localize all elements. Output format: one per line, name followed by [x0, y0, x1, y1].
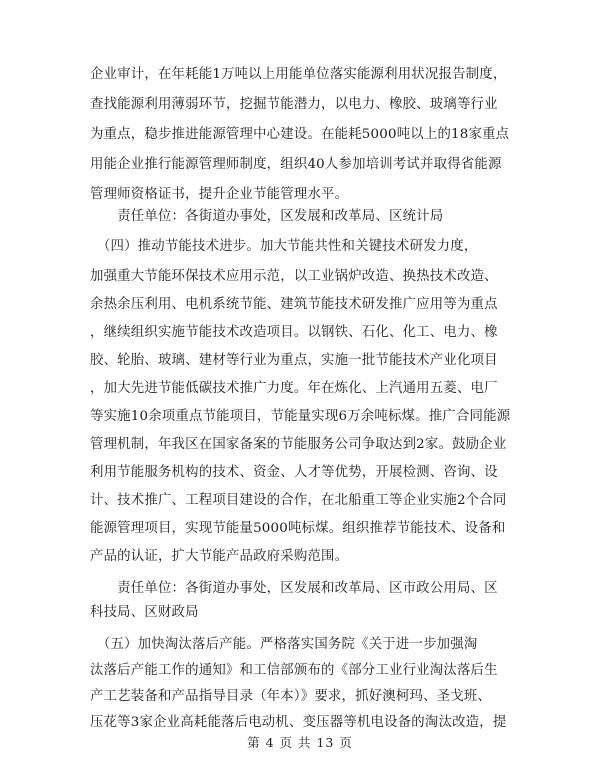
body-text-line: 为重点，稳步推进能源管理中心建设。在能耗5000吨以上的18家重点	[90, 127, 510, 142]
body-text-line: 加强重大节能环保技术应用示范，以工业锅炉改造、换热技术改造、	[90, 269, 498, 284]
responsible-units-line: 责任单位：各街道办事处，区发展和改革局、区市政公用局、区	[90, 581, 498, 596]
body-text-line: 计、技术推广、工程项目建设的合作，在北船重工等企业实施2个合同	[90, 493, 507, 508]
body-text-line: 汰落后产能工作的通知》和工信部颁布的《部分工业行业淘汰落后生	[90, 663, 498, 678]
responsible-units-line: 责任单位：各街道办事处，区发展和改革局、区统计局	[90, 209, 444, 224]
body-text-line: 余热余压利用、电机系统节能、建筑节能技术研发推广应用等为重点	[90, 297, 498, 312]
body-text-line: 产工艺装备和产品指导目录（年本）》要求，抓好澳柯玛、圣戈班、	[90, 689, 492, 704]
section-heading-line: （五）加快淘汰落后产能。严格落实国务院《关于进一步加强淘	[90, 637, 478, 652]
body-text-line: 管理师资格证书，提升企业节能管理水平。	[90, 187, 349, 202]
responsible-units-line: 科技局、区财政局	[90, 605, 199, 620]
body-text-line: 等实施10余项重点节能项目，节能量实现6万余吨标煤。推广合同能源	[90, 409, 511, 424]
section-heading-line: （四）推动节能技术进步。加大节能共性和关键技术研发力度，	[90, 239, 478, 254]
body-text-line: 产品的认证，扩大节能产品政府采购范围。	[90, 549, 349, 564]
body-text-line: 利用节能服务机构的技术、资金、人才等优势，开展检测、咨询、设	[90, 465, 498, 480]
page-number-footer: 第 4 页 共 13 页	[247, 735, 353, 750]
body-text-line: 胶、轮胎、玻璃、建材等行业为重点，实施一批节能技术产业化项目	[90, 353, 498, 368]
body-text-line: 用能企业推行能源管理师制度，组织40人参加培训考试并取得省能源	[90, 157, 502, 172]
body-text-line: 查找能源利用薄弱环节，挖掘节能潜力，以电力、橡胶、玻璃等行业	[90, 97, 498, 112]
body-text-line: ，加大先进节能低碳技术推广力度。年在炼化、上汽通用五菱、电厂	[90, 381, 498, 396]
body-text-line: 管理机制，年我区在国家备案的节能服务公司争取达到2家。鼓励企业	[90, 437, 507, 452]
body-text-line: 能源管理项目，实现节能量5000吨标煤。组织推荐节能技术、设备和	[90, 521, 506, 536]
body-text-line: 压花等3家企业高耗能落后电动机、变压器等机电设备的淘汰改造，提	[90, 715, 507, 730]
body-text-line: ，继续组织实施节能技术改造项目。以钢铁、石化、化工、电力、橡	[90, 325, 498, 340]
body-text-line: 企业审计，在年耗能1万吨以上用能单位落实能源利用状况报告制度，	[90, 67, 507, 82]
